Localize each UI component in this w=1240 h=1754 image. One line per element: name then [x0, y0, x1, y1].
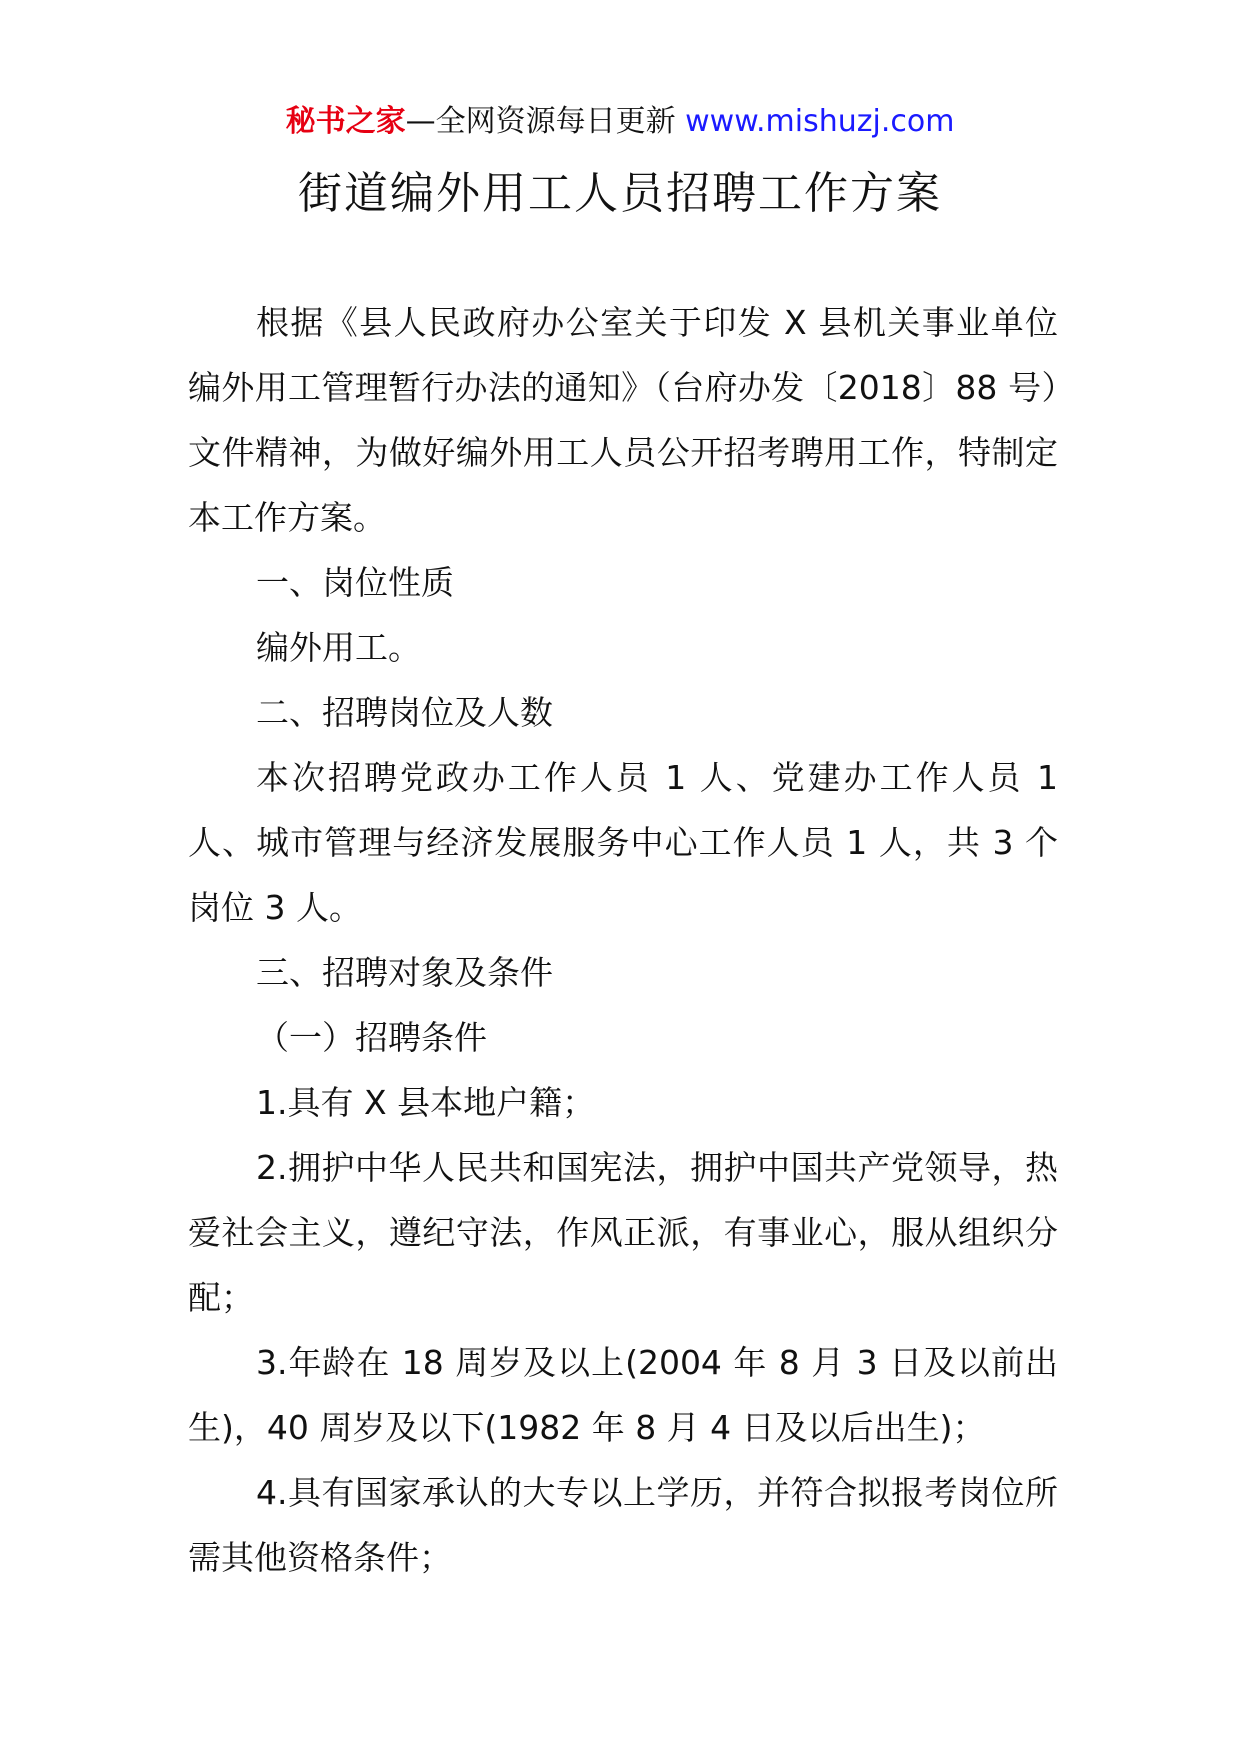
site-header [0, 100, 1240, 144]
site-url-link[interactable]: www.mishuzj.com [685, 104, 955, 139]
section-heading-2: 二、招聘岗位及人数 [256, 693, 553, 732]
list-item: 2.拥护中华人民共和国宪法，拥护中国共产党领导，热爱社会主义，遵纪守法，作风正派，有事业心，服从组织分配； [188, 1148, 1058, 1317]
list-item: 3.年龄在 18 周岁及以上(2004 年 8 月 3 日及以前出生)，40 周岁及以下(1982 年 8 月 4 日及以后出生)； [188, 1343, 1058, 1447]
header-tagline: —全网资源每日更新 [405, 104, 686, 139]
document-title: 街道编外用工人员招聘工作方案 [298, 168, 942, 219]
document-body [188, 290, 1058, 1590]
list-item: 4.具有国家承认的大专以上学历，并符合拟报考岗位所需其他资格条件； [188, 1473, 1058, 1577]
paragraph: 编外用工。 [256, 628, 421, 667]
subsection-heading: （一）招聘条件 [256, 1018, 487, 1057]
section-heading-3: 三、招聘对象及条件 [256, 953, 553, 992]
paragraph-intro: 根据《县人民政府办公室关于印发 X 县机关事业单位编外用工管理暂行办法的通知》（台府办发〔2018〕88 号）文件精神，为做好编外用工人员公开招考聘用工作，特制定本工作方案。 [188, 303, 1058, 537]
paragraph: 本次招聘党政办工作人员 1 人、党建办工作人员 1 人、城市管理与经济发展服务中心工作人员 1 人，共 3 个岗位 3 人。 [188, 758, 1058, 927]
brand-name: 秘书之家 [285, 104, 406, 139]
list-item: 1.具有 X 县本地户籍； [256, 1083, 596, 1122]
section-heading-1: 一、岗位性质 [256, 563, 454, 602]
